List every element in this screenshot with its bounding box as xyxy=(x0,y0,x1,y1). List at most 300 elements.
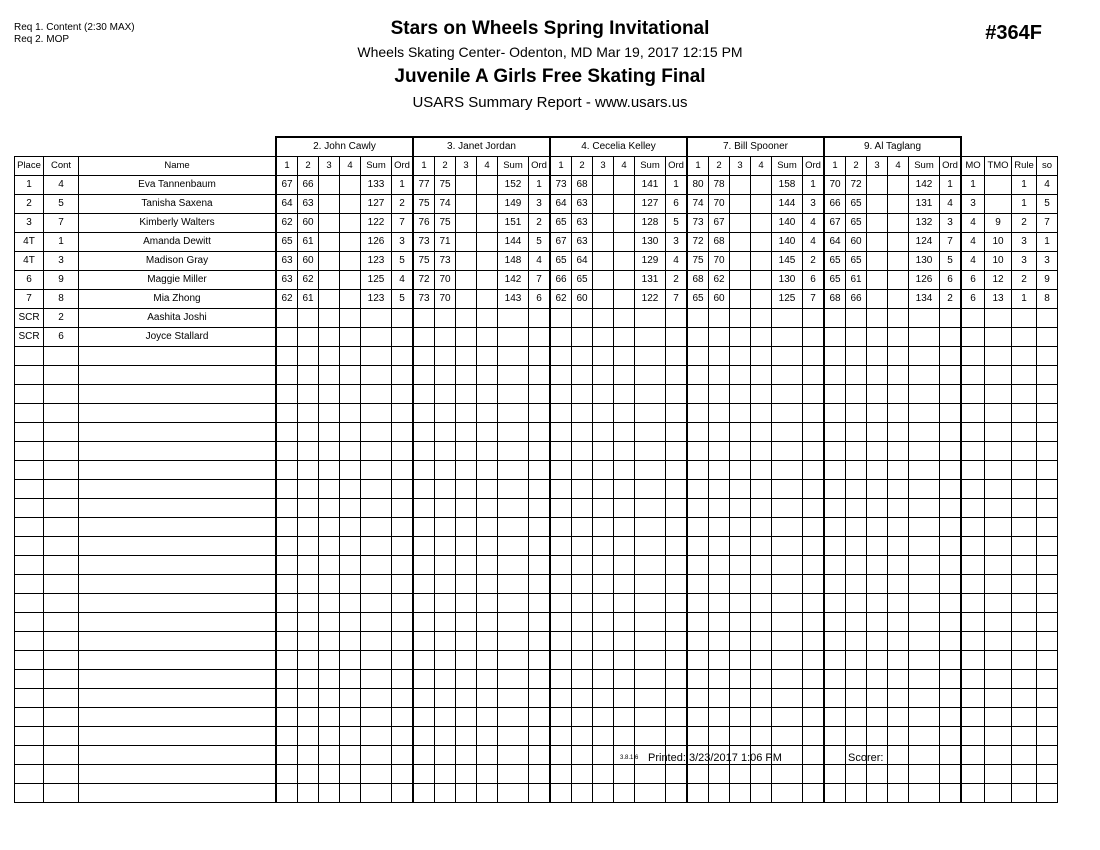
cell-judge-score xyxy=(319,480,340,499)
column-header-mo: MO xyxy=(961,157,985,176)
table-row[interactable] xyxy=(15,214,1058,233)
cell-judge-score xyxy=(456,746,477,765)
cell-so xyxy=(1037,708,1058,727)
cell-judge-ordinal xyxy=(392,404,414,423)
column-header-cont: Cont xyxy=(44,157,79,176)
cell-judge-ordinal xyxy=(666,784,688,803)
cell-judge-score xyxy=(276,537,298,556)
cell-judge-score xyxy=(751,651,772,670)
cell-judge-score xyxy=(298,765,319,784)
cell-judge-score xyxy=(298,423,319,442)
cell-judge-score xyxy=(413,651,435,670)
cell-so xyxy=(1037,461,1058,480)
cell-judge-sum xyxy=(909,461,940,480)
cell-judge-ordinal xyxy=(666,651,688,670)
cell-judge-score: 62 xyxy=(709,271,730,290)
cell-judge-ordinal xyxy=(940,670,962,689)
cell-judge-sum: 148 xyxy=(498,252,529,271)
cell-judge-score: 80 xyxy=(687,176,709,195)
cell-judge-score xyxy=(435,632,456,651)
cell-contestant-number: 9 xyxy=(44,271,79,290)
cell-judge-ordinal xyxy=(803,556,825,575)
cell-judge-ordinal xyxy=(940,499,962,518)
table-row[interactable] xyxy=(15,195,1058,214)
cell-judge-score xyxy=(730,499,751,518)
cell-judge-score: 65 xyxy=(550,214,572,233)
cell-judge-score xyxy=(572,651,593,670)
cell-judge-score xyxy=(614,784,635,803)
cell-judge-sum xyxy=(498,480,529,499)
cell-judge-score xyxy=(456,651,477,670)
cell-judge-ordinal xyxy=(529,575,551,594)
table-row-empty[interactable] xyxy=(15,366,1058,385)
cell-judge-sum xyxy=(635,613,666,632)
cell-judge-score xyxy=(888,309,909,328)
cell-judge-ordinal xyxy=(529,689,551,708)
cell-judge-sum xyxy=(635,366,666,385)
cell-judge-ordinal xyxy=(666,594,688,613)
cell-mo xyxy=(961,461,985,480)
cell-judge-score xyxy=(435,404,456,423)
cell-judge-ordinal xyxy=(666,575,688,594)
cell-place xyxy=(15,746,44,765)
cell-place xyxy=(15,404,44,423)
cell-judge-score xyxy=(709,404,730,423)
cell-judge-score xyxy=(413,347,435,366)
table-row-empty[interactable] xyxy=(15,651,1058,670)
cell-judge-score xyxy=(456,347,477,366)
cell-judge-score xyxy=(593,404,614,423)
cell-judge-score xyxy=(340,233,361,252)
column-header-judge-score-2: 2 xyxy=(572,157,593,176)
cell-judge-score xyxy=(846,632,867,651)
cell-judge-score xyxy=(435,309,456,328)
cell-judge-score xyxy=(888,404,909,423)
cell-judge-score xyxy=(614,689,635,708)
table-row[interactable] xyxy=(15,271,1058,290)
cell-tmo xyxy=(985,689,1012,708)
cell-judge-score xyxy=(340,651,361,670)
cell-judge-score xyxy=(456,537,477,556)
cell-place: SCR xyxy=(15,328,44,347)
table-row-empty[interactable] xyxy=(15,689,1058,708)
cell-judge-score: 75 xyxy=(435,214,456,233)
cell-tmo: 13 xyxy=(985,290,1012,309)
cell-judge-score xyxy=(276,575,298,594)
cell-judge-score xyxy=(572,708,593,727)
cell-judge-score xyxy=(593,366,614,385)
cell-judge-score xyxy=(477,366,498,385)
table-row-empty[interactable] xyxy=(15,575,1058,594)
cell-judge-score xyxy=(456,689,477,708)
cell-judge-ordinal xyxy=(392,461,414,480)
cell-judge-score xyxy=(687,385,709,404)
cell-so xyxy=(1037,689,1058,708)
table-row-empty[interactable] xyxy=(15,537,1058,556)
cell-judge-score xyxy=(319,727,340,746)
table-row[interactable] xyxy=(15,328,1058,347)
table-row-empty[interactable] xyxy=(15,784,1058,803)
cell-judge-score xyxy=(751,442,772,461)
cell-judge-score xyxy=(298,556,319,575)
cell-judge-score xyxy=(687,613,709,632)
table-row-empty[interactable] xyxy=(15,670,1058,689)
cell-judge-ordinal xyxy=(940,613,962,632)
cell-judge-sum xyxy=(498,537,529,556)
cell-judge-sum xyxy=(361,347,392,366)
cell-judge-score: 68 xyxy=(709,233,730,252)
cell-judge-score xyxy=(340,575,361,594)
cell-judge-score xyxy=(276,480,298,499)
cell-judge-score xyxy=(867,252,888,271)
cell-so xyxy=(1037,423,1058,442)
cell-judge-score xyxy=(824,309,846,328)
cell-judge-sum xyxy=(361,689,392,708)
table-row-empty[interactable] xyxy=(15,727,1058,746)
cell-judge-ordinal xyxy=(529,442,551,461)
cell-judge-score xyxy=(572,461,593,480)
cell-judge-score: 63 xyxy=(276,252,298,271)
cell-judge-score xyxy=(751,366,772,385)
cell-judge-score xyxy=(413,442,435,461)
cell-judge-score xyxy=(846,670,867,689)
cell-judge-score xyxy=(319,252,340,271)
cell-judge-score xyxy=(614,423,635,442)
cell-tmo: 12 xyxy=(985,271,1012,290)
cell-judge-sum xyxy=(361,537,392,556)
cell-judge-score xyxy=(456,309,477,328)
cell-contestant-number xyxy=(44,708,79,727)
cell-judge-score xyxy=(730,480,751,499)
cell-judge-sum: 123 xyxy=(361,252,392,271)
cell-tmo xyxy=(985,556,1012,575)
cell-judge-score xyxy=(456,271,477,290)
cell-judge-score xyxy=(456,423,477,442)
cell-judge-ordinal xyxy=(803,442,825,461)
cell-judge-score xyxy=(340,518,361,537)
cell-mo xyxy=(961,423,985,442)
cell-so xyxy=(1037,613,1058,632)
cell-judge-ordinal xyxy=(529,461,551,480)
cell-contestant-number xyxy=(44,537,79,556)
cell-judge-score xyxy=(550,328,572,347)
cell-judge-score xyxy=(687,556,709,575)
cell-mo xyxy=(961,499,985,518)
cell-judge-score xyxy=(888,176,909,195)
cell-judge-score xyxy=(751,765,772,784)
cell-judge-ordinal: 4 xyxy=(803,214,825,233)
cell-judge-score: 73 xyxy=(435,252,456,271)
cell-judge-score xyxy=(824,784,846,803)
cell-judge-score xyxy=(572,309,593,328)
cell-judge-score xyxy=(477,708,498,727)
cell-judge-score xyxy=(614,385,635,404)
cell-judge-sum xyxy=(772,784,803,803)
cell-judge-score: 66 xyxy=(550,271,572,290)
table-row-empty[interactable] xyxy=(15,632,1058,651)
cell-judge-score xyxy=(413,575,435,594)
cell-judge-sum: 122 xyxy=(361,214,392,233)
cell-tmo xyxy=(985,651,1012,670)
cell-judge-score xyxy=(572,575,593,594)
cell-place xyxy=(15,480,44,499)
cell-judge-score xyxy=(593,214,614,233)
cell-judge-score xyxy=(572,442,593,461)
cell-judge-sum xyxy=(772,347,803,366)
cell-judge-sum xyxy=(772,442,803,461)
cell-so xyxy=(1037,347,1058,366)
column-header-judge-score-1: 1 xyxy=(687,157,709,176)
cell-judge-score xyxy=(413,385,435,404)
cell-judge-score xyxy=(456,518,477,537)
cell-judge-score xyxy=(687,727,709,746)
table-row-empty[interactable] xyxy=(15,556,1058,575)
cell-judge-sum xyxy=(635,537,666,556)
cell-judge-ordinal xyxy=(666,385,688,404)
table-row-empty[interactable] xyxy=(15,746,1058,765)
cell-judge-score xyxy=(593,689,614,708)
cell-judge-sum xyxy=(361,328,392,347)
table-row[interactable] xyxy=(15,176,1058,195)
cell-judge-score xyxy=(593,309,614,328)
cell-judge-score xyxy=(550,765,572,784)
cell-place xyxy=(15,442,44,461)
cell-judge-score xyxy=(824,575,846,594)
cell-judge-score xyxy=(751,214,772,233)
cell-judge-score: 67 xyxy=(550,233,572,252)
cell-judge-score xyxy=(888,461,909,480)
cell-judge-sum: 123 xyxy=(361,290,392,309)
cell-judge-sum xyxy=(498,556,529,575)
table-row-empty[interactable] xyxy=(15,423,1058,442)
cell-so xyxy=(1037,385,1058,404)
cell-judge-score xyxy=(298,461,319,480)
cell-judge-score xyxy=(550,784,572,803)
cell-judge-score xyxy=(687,594,709,613)
cell-judge-score xyxy=(846,518,867,537)
cell-judge-sum: 142 xyxy=(909,176,940,195)
cell-judge-score xyxy=(413,537,435,556)
table-row-empty[interactable] xyxy=(15,613,1058,632)
cell-judge-ordinal xyxy=(940,347,962,366)
cell-judge-score xyxy=(340,499,361,518)
table-row[interactable] xyxy=(15,290,1058,309)
table-row-empty[interactable] xyxy=(15,708,1058,727)
cell-judge-score xyxy=(340,347,361,366)
event-title: Juvenile A Girls Free Skating Final xyxy=(394,66,706,87)
cell-mo xyxy=(961,575,985,594)
cell-judge-score xyxy=(614,214,635,233)
cell-judge-score: 70 xyxy=(709,195,730,214)
cell-judge-score xyxy=(276,765,298,784)
cell-so xyxy=(1037,556,1058,575)
cell-judge-sum xyxy=(361,461,392,480)
cell-judge-score xyxy=(298,328,319,347)
cell-judge-score xyxy=(276,689,298,708)
cell-place xyxy=(15,537,44,556)
table-row[interactable] xyxy=(15,252,1058,271)
cell-judge-ordinal xyxy=(940,328,962,347)
cell-judge-score xyxy=(709,613,730,632)
cell-judge-score xyxy=(319,556,340,575)
cell-judge-ordinal xyxy=(803,480,825,499)
column-header-judge-score-4: 4 xyxy=(888,157,909,176)
cell-judge-sum xyxy=(635,556,666,575)
cell-judge-ordinal xyxy=(803,537,825,556)
cell-judge-sum: 140 xyxy=(772,214,803,233)
cell-judge-score xyxy=(477,651,498,670)
cell-judge-score xyxy=(276,746,298,765)
cell-judge-sum: 141 xyxy=(635,176,666,195)
cell-judge-sum xyxy=(909,499,940,518)
cell-judge-score xyxy=(593,670,614,689)
cell-judge-score xyxy=(477,727,498,746)
cell-judge-ordinal: 3 xyxy=(529,195,551,214)
cell-so xyxy=(1037,784,1058,803)
cell-judge-score: 68 xyxy=(824,290,846,309)
cell-judge-sum xyxy=(772,480,803,499)
cell-judge-score xyxy=(477,385,498,404)
cell-judge-score xyxy=(824,689,846,708)
cell-judge-score: 65 xyxy=(824,252,846,271)
cell-judge-sum xyxy=(361,708,392,727)
cell-judge-sum xyxy=(635,347,666,366)
cell-judge-score xyxy=(435,575,456,594)
cell-judge-score xyxy=(824,765,846,784)
cell-judge-sum xyxy=(909,347,940,366)
cell-judge-ordinal xyxy=(803,385,825,404)
cell-judge-score xyxy=(824,385,846,404)
cell-judge-score xyxy=(751,347,772,366)
cell-judge-score xyxy=(477,689,498,708)
cell-judge-score xyxy=(867,651,888,670)
cell-judge-ordinal xyxy=(940,765,962,784)
cell-rule xyxy=(1012,347,1037,366)
cell-judge-sum: 144 xyxy=(772,195,803,214)
cell-judge-ordinal xyxy=(803,689,825,708)
column-header-judge-score-2: 2 xyxy=(435,157,456,176)
cell-judge-ordinal xyxy=(803,746,825,765)
cell-judge-score xyxy=(276,423,298,442)
table-row[interactable] xyxy=(15,233,1058,252)
cell-judge-score xyxy=(572,556,593,575)
cell-judge-ordinal xyxy=(529,499,551,518)
cell-judge-score xyxy=(550,670,572,689)
cell-judge-score xyxy=(751,575,772,594)
cell-judge-score xyxy=(846,442,867,461)
cell-judge-score xyxy=(709,518,730,537)
cell-judge-sum xyxy=(909,727,940,746)
cell-judge-ordinal xyxy=(392,784,414,803)
cell-judge-ordinal: 7 xyxy=(803,290,825,309)
cell-rule xyxy=(1012,366,1037,385)
cell-judge-score xyxy=(413,784,435,803)
cell-judge-sum xyxy=(909,651,940,670)
cell-judge-ordinal xyxy=(666,461,688,480)
cell-rule xyxy=(1012,480,1037,499)
cell-rule xyxy=(1012,556,1037,575)
cell-place xyxy=(15,689,44,708)
cell-judge-ordinal xyxy=(392,442,414,461)
column-header-judge-ord: Ord xyxy=(529,157,551,176)
cell-judge-ordinal xyxy=(940,784,962,803)
cell-judge-score xyxy=(593,746,614,765)
cell-judge-ordinal: 7 xyxy=(392,214,414,233)
table-row-empty[interactable] xyxy=(15,385,1058,404)
cell-judge-score xyxy=(550,385,572,404)
table-row-empty[interactable] xyxy=(15,461,1058,480)
cell-judge-score xyxy=(614,765,635,784)
table-row-empty[interactable] xyxy=(15,518,1058,537)
cell-tmo xyxy=(985,404,1012,423)
column-header-judge-score-3: 3 xyxy=(593,157,614,176)
table-row-empty[interactable] xyxy=(15,480,1058,499)
cell-judge-ordinal: 4 xyxy=(803,233,825,252)
table-row[interactable] xyxy=(15,309,1058,328)
cell-judge-sum xyxy=(909,366,940,385)
cell-judge-score xyxy=(298,499,319,518)
cell-judge-score xyxy=(730,594,751,613)
cell-judge-score xyxy=(614,442,635,461)
cell-judge-score xyxy=(687,423,709,442)
cell-judge-score xyxy=(687,708,709,727)
cell-judge-score xyxy=(456,252,477,271)
column-header-tmo: TMO xyxy=(985,157,1012,176)
cell-judge-score xyxy=(340,423,361,442)
cell-judge-score xyxy=(888,385,909,404)
cell-judge-score xyxy=(867,689,888,708)
cell-skater-name: Aashita Joshi xyxy=(79,309,277,328)
cell-so xyxy=(1037,594,1058,613)
cell-judge-score xyxy=(572,537,593,556)
cell-judge-score xyxy=(298,537,319,556)
cell-judge-score xyxy=(614,271,635,290)
cell-judge-score xyxy=(319,404,340,423)
cell-mo xyxy=(961,765,985,784)
cell-judge-score xyxy=(709,670,730,689)
cell-judge-score xyxy=(709,632,730,651)
table-row-empty[interactable] xyxy=(15,442,1058,461)
cell-judge-ordinal xyxy=(392,727,414,746)
cell-judge-score xyxy=(413,423,435,442)
cell-judge-sum xyxy=(635,328,666,347)
table-row-empty[interactable] xyxy=(15,594,1058,613)
cell-judge-score xyxy=(319,575,340,594)
cell-judge-ordinal xyxy=(803,613,825,632)
cell-skater-name xyxy=(79,632,277,651)
cell-judge-score xyxy=(824,499,846,518)
table-row-empty[interactable] xyxy=(15,404,1058,423)
judge-header-row xyxy=(15,137,1058,157)
cell-judge-score xyxy=(867,518,888,537)
cell-judge-score xyxy=(319,499,340,518)
cell-judge-score xyxy=(435,708,456,727)
cell-judge-score xyxy=(550,518,572,537)
cell-place xyxy=(15,651,44,670)
cell-judge-ordinal xyxy=(392,309,414,328)
cell-judge-score: 63 xyxy=(276,271,298,290)
cell-skater-name xyxy=(79,404,277,423)
cell-judge-score xyxy=(593,518,614,537)
cell-judge-score xyxy=(824,708,846,727)
table-row-empty[interactable] xyxy=(15,499,1058,518)
table-row-empty[interactable] xyxy=(15,347,1058,366)
cell-judge-sum xyxy=(361,366,392,385)
cell-rule xyxy=(1012,385,1037,404)
cell-judge-sum xyxy=(909,385,940,404)
cell-judge-score xyxy=(888,252,909,271)
table-row-empty[interactable] xyxy=(15,765,1058,784)
